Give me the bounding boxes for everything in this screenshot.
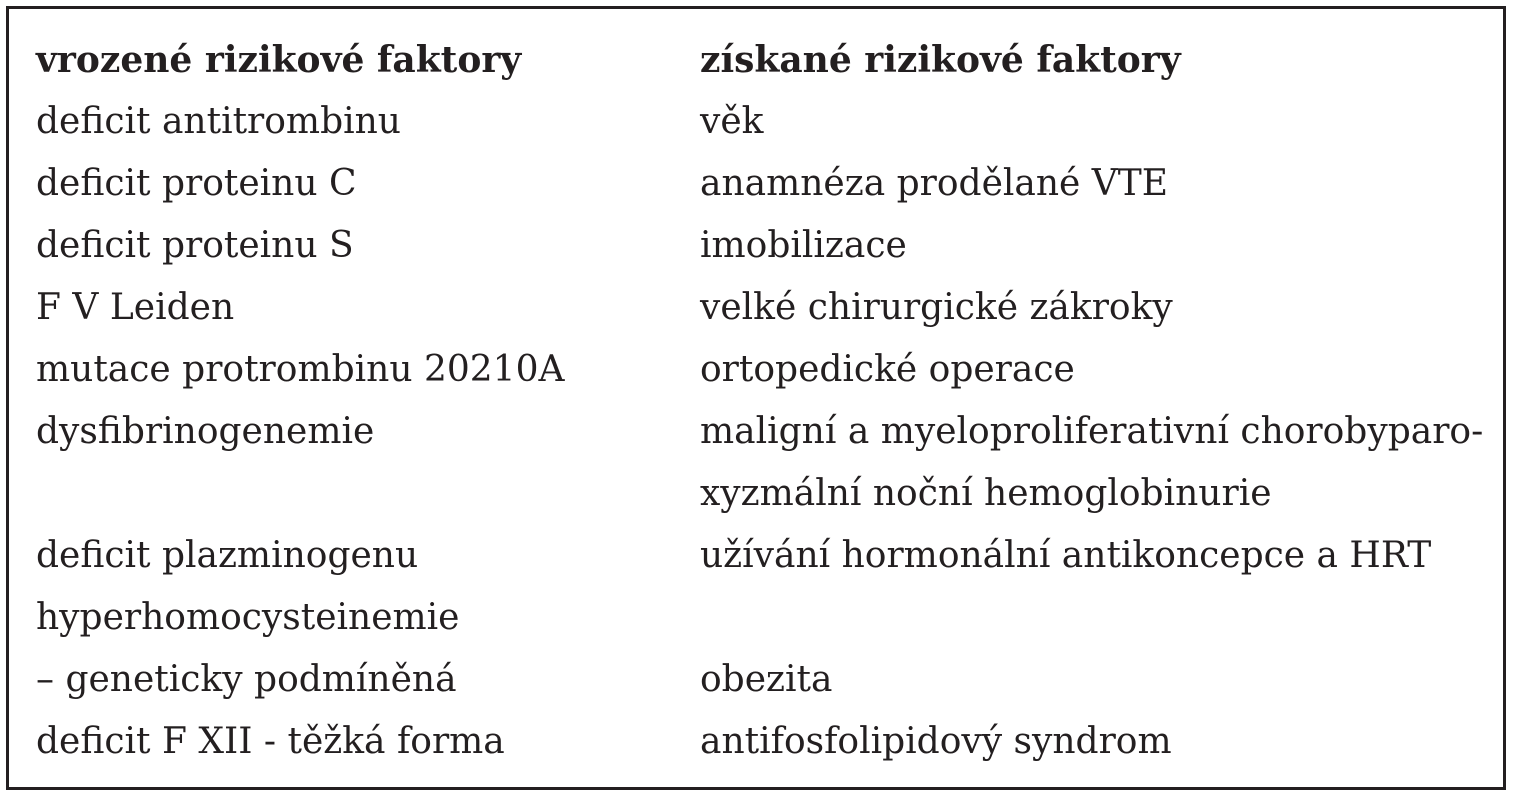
table-row xyxy=(36,339,1496,401)
table-row xyxy=(36,711,1496,773)
cell-acquired-risk-factor: ortopedické operace xyxy=(700,349,1075,390)
table-row xyxy=(36,587,1496,649)
cell-inherited-risk-factor: dysfibrinogenemie xyxy=(36,411,375,452)
cell-acquired-risk-factor: maligní a myeloproliferativní chorobyparo- xyxy=(700,411,1484,452)
cell-inherited-risk-factor: hyperhomocysteinemie xyxy=(36,597,460,638)
table-row xyxy=(36,401,1496,463)
table-body xyxy=(36,91,1496,773)
cell-acquired-risk-factor: velké chirurgické zákroky xyxy=(700,287,1173,328)
cell-inherited-risk-factor: deficit proteinu S xyxy=(36,225,354,266)
cell-acquired-risk-factor: věk xyxy=(700,101,764,142)
header-acquired-risk-factors: získané rizikové faktory xyxy=(700,39,1181,81)
table-row xyxy=(36,525,1496,587)
cell-inherited-risk-factor: deficit F XII - těžká forma xyxy=(36,721,505,762)
risk-factors-table xyxy=(36,29,1496,773)
cell-inherited-risk-factor: mutace protrombinu 20210A xyxy=(36,349,565,390)
cell-inherited-risk-factor: deficit antitrombinu xyxy=(36,101,401,142)
header-inherited-risk-factors: vrozené rizikové faktory xyxy=(36,39,522,81)
table-row xyxy=(36,215,1496,277)
cell-acquired-risk-factor: antifosfolipidový syndrom xyxy=(700,721,1172,762)
cell-acquired-risk-factor: xyzmální noční hemoglobinurie xyxy=(700,473,1272,514)
cell-inherited-risk-factor: deficit proteinu C xyxy=(36,163,357,204)
cell-acquired-risk-factor: obezita xyxy=(700,659,833,700)
table-row xyxy=(36,463,1496,525)
table-header-row xyxy=(36,29,1496,91)
table-row xyxy=(36,277,1496,339)
table-row xyxy=(36,153,1496,215)
table-row xyxy=(36,91,1496,153)
cell-inherited-risk-factor: deficit plazminogenu xyxy=(36,535,419,576)
cell-inherited-risk-factor: F V Leiden xyxy=(36,287,235,328)
cell-acquired-risk-factor: anamnéza prodělané VTE xyxy=(700,163,1169,204)
cell-acquired-risk-factor: užívání hormonální antikoncepce a HRT xyxy=(700,535,1432,576)
cell-acquired-risk-factor: imobilizace xyxy=(700,225,907,266)
cell-inherited-risk-factor: – geneticky podmíněná xyxy=(36,659,457,700)
table-frame xyxy=(6,6,1506,790)
table-row xyxy=(36,649,1496,711)
